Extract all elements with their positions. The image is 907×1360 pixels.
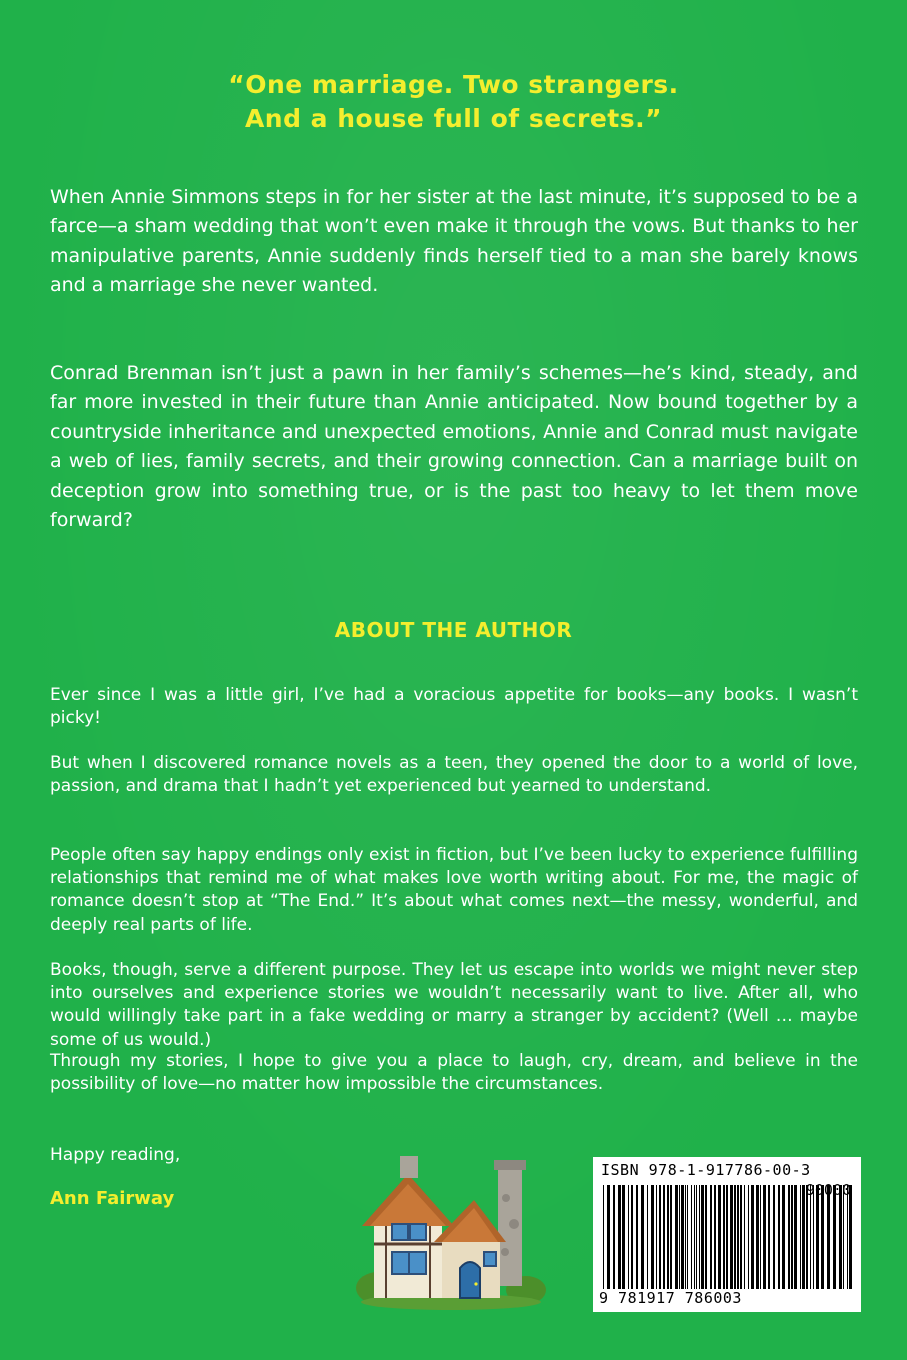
barcode-bar <box>800 1185 801 1289</box>
barcode-bar <box>810 1185 811 1289</box>
barcode-bar <box>751 1185 754 1289</box>
barcode-bar <box>656 1185 657 1289</box>
barcode-bar <box>788 1185 790 1289</box>
about-paragraph-2: But when I discovered romance novels as a teen, they opened the door to a world of love, passion, and drama that I hadn’t yet experienced but yearned to understand. <box>50 753 858 797</box>
barcode-bar <box>730 1185 733 1289</box>
barcode-bar <box>748 1185 749 1289</box>
barcode-bar <box>723 1185 725 1289</box>
barcode-bar <box>843 1185 844 1289</box>
barcode-bar <box>734 1185 736 1289</box>
barcode-bar <box>691 1185 692 1289</box>
barcode-bar <box>687 1185 688 1289</box>
isbn-barcode <box>593 1157 861 1312</box>
barcode-bar <box>631 1185 633 1289</box>
barcode-bar <box>622 1185 625 1289</box>
barcode-bar <box>607 1185 610 1289</box>
tagline <box>0 68 907 136</box>
ean-digits: 9 781917 786003 <box>599 1289 742 1307</box>
barcode-bar <box>628 1185 629 1289</box>
barcode-bar <box>647 1185 648 1289</box>
barcode-bar <box>685 1185 686 1289</box>
barcode-bar <box>681 1185 684 1289</box>
about-paragraph-4: Books, though, serve a different purpose. They let us escape into worlds we might never step into ourselves and experience stories we wouldn’t necessarily want to live. After all, who would willingly take part in a fake wedding or marry a stranger by accident? (Well … maybe some of us would.) <box>50 960 858 1050</box>
tagline-line-2: And a house full of secrets.” <box>244 104 663 133</box>
barcode-bar <box>696 1185 697 1289</box>
barcode-bar <box>613 1185 615 1289</box>
barcode-bar <box>760 1185 761 1289</box>
barcode-bar <box>847 1185 848 1289</box>
barcode-bar <box>833 1185 836 1289</box>
barcode-bar <box>802 1185 805 1289</box>
barcode-bar <box>744 1185 745 1289</box>
barcode-bar <box>603 1185 604 1289</box>
isbn-label: ISBN 978-1-917786-00-3 <box>601 1161 811 1179</box>
barcode-bars <box>601 1185 853 1289</box>
barcode-bar <box>667 1185 669 1289</box>
barcode-bar <box>821 1185 824 1289</box>
about-paragraph-3: People often say happy endings only exist in fiction, but I’ve been lucky to experience fulfilling relationships that remind me of what makes love worth writing about. For me, the magic of romance doesn’t stop at “The End.” It’s about what comes next—the messy, wonderful, and deeply real parts of life. <box>50 845 858 935</box>
barcode-bar <box>701 1185 704 1289</box>
barcode-bar <box>641 1185 644 1289</box>
barcode-bar <box>694 1185 695 1289</box>
barcode-bar <box>663 1185 665 1289</box>
barcode-bar <box>737 1185 739 1289</box>
barcode-bar <box>740 1185 742 1289</box>
barcode-bar <box>636 1185 638 1289</box>
barcode-bar <box>670 1185 672 1289</box>
barcode-bar <box>618 1185 621 1289</box>
barcode-bar <box>718 1185 721 1289</box>
barcode-bar <box>714 1185 716 1289</box>
about-paragraph-5: Through my stories, I hope to give you a place to laugh, cry, dream, and believe in the possibility of love—no matter how impossible the circumstances. <box>50 1051 858 1095</box>
barcode-bar <box>778 1185 780 1289</box>
barcode-bar <box>710 1185 712 1289</box>
barcode-bar <box>839 1185 842 1289</box>
barcode-bar <box>705 1185 707 1289</box>
cottage-house-icon <box>356 1148 546 1310</box>
barcode-bar <box>763 1185 766 1289</box>
author-name: Ann Fairway <box>50 1188 175 1209</box>
barcode-bar <box>726 1185 728 1289</box>
barcode-bar <box>782 1185 785 1289</box>
barcode-bar <box>791 1185 793 1289</box>
barcode-bar <box>768 1185 770 1289</box>
barcode-bar <box>651 1185 654 1289</box>
barcode-bar <box>827 1185 830 1289</box>
barcode-bar <box>806 1185 808 1289</box>
barcode-bar <box>756 1185 759 1289</box>
barcode-bar <box>699 1185 700 1289</box>
tagline-line-1: “One marriage. Two strangers. <box>228 70 679 99</box>
barcode-bar <box>794 1185 797 1289</box>
blurb-paragraph-2: Conrad Brenman isn’t just a pawn in her family’s schemes—he’s kind, steady, and far more invested in their future than Annie anticipated. Now bound together by a countryside inheritance and unexpected emotions, Annie and Conrad must navigate a web of lies, family secrets, and their growing connection. Can a marriage built on deception grow into something true, or is the past too heavy to let them move forward? <box>50 362 858 532</box>
barcode-bar <box>849 1185 852 1289</box>
barcode-bar <box>773 1185 775 1289</box>
about-author-heading: ABOUT THE AUTHOR <box>334 618 573 642</box>
barcode-bar <box>813 1185 814 1289</box>
barcode-bar <box>659 1185 661 1289</box>
barcode-bar <box>675 1185 678 1289</box>
about-paragraph-1: Ever since I was a little girl, I’ve had a voracious appetite for books—any books. I wasn’t picky! <box>50 685 858 729</box>
blurb-paragraph-1: When Annie Simmons steps in for her sister at the last minute, it’s supposed to be a farce—a sham wedding that won’t even make it through the vows. But thanks to her manipulative parents, Annie suddenly finds herself tied to a man she barely knows and a marriage she never wanted. <box>50 186 858 297</box>
signoff: Happy reading, <box>50 1145 181 1165</box>
barcode-bar <box>816 1185 819 1289</box>
barcode-bar <box>679 1185 680 1289</box>
